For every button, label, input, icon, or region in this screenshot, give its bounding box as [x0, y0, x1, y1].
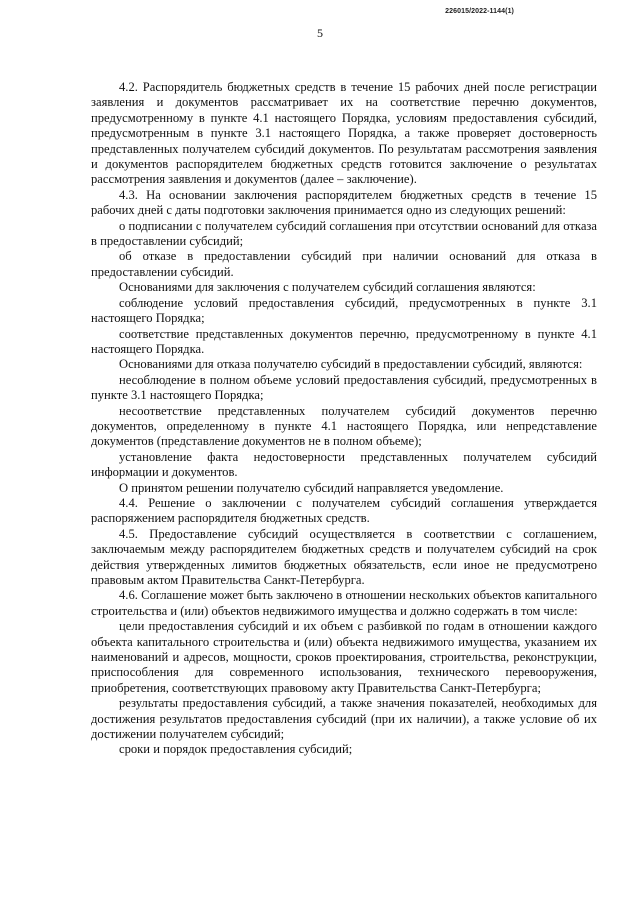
paragraph-4-2: 4.2. Распорядитель бюджетных средств в течение 15 рабочих дней после регистрации заявления и документов рассматривает их на соответствие перечню документов, предусмотренному в пункте 4.1 настоящего Порядка, условиям предоставления субсидий, предусмотренным в пункте 3.1 настоящего Порядка, а также проверяет достоверность представленных получателем субсидий документов. По результатам рассмотрения заявления и документов распорядителем бюджетных средств готовится заключение о результатах рассмотрения заявления и документов (далее – заключение).: [91, 80, 597, 187]
paragraph: об отказе в предоставлении субсидий при наличии оснований для отказа в предоставлении субсидий.: [91, 249, 597, 279]
paragraph: О принятом решении получателю субсидий направляется уведомление.: [119, 480, 504, 495]
paragraph: результаты предоставления субсидий, а также значения показателей, необходимых для достижения результатов предоставления субсидий (при их наличии), а также условие об их достижении получателем субсидий;: [91, 696, 597, 742]
paragraph-4-3: 4.3. На основании заключения распорядителем бюджетных средств в течение 15 рабочих дней с даты подготовки заключения принимается одно из следующих решений:: [91, 187, 597, 218]
page-number: 5: [317, 26, 323, 40]
paragraph: несоблюдение в полном объеме условий предоставления субсидий, предусмотренных в пункте 3.1 настоящего Порядка;: [91, 372, 597, 403]
paragraph-4-6: 4.6. Соглашение может быть заключено в отношении нескольких объектов капитального строительства и (или) объектов недвижимого имущества и должно содержать в том числе:: [91, 588, 597, 618]
paragraph: Основаниями для заключения с получателем субсидий соглашения являются:: [119, 280, 536, 295]
paragraph: несоответствие представленных получателем субсидий документов перечню документов, определенному в пункте 4.1 настоящего Порядка, или непредставление документов (представление документов не в полном объеме);: [91, 403, 597, 449]
paragraph: соблюдение условий предоставления субсидий, предусмотренных в пункте 3.1 настоящего Порядка;: [91, 295, 597, 326]
paragraph: соответствие представленных документов перечню, предусмотренному в пункте 4.1 настоящего Порядка.: [91, 326, 597, 356]
paragraph-4-5: 4.5. Предоставление субсидий осуществляется в соответствии с соглашением, заключаемым между распорядителем бюджетных средств и получателем субсидий на срок действия утвержденных лимитов бюджетных обязательств, если иное не предусмотрено правовым актом Правительства Санкт-Петербурга.: [91, 526, 597, 587]
document-body: [91, 80, 597, 758]
paragraph: о подписании с получателем субсидий соглашения при отсутствии оснований для отказа в предоставлении субсидий;: [91, 218, 597, 249]
paragraph-4-4: 4.4. Решение о заключении с получателем субсидий соглашения утверждается распоряжением распорядителя бюджетных средств.: [91, 495, 597, 526]
paragraph: установление факта недостоверности представленных получателем субсидий информации и документов.: [91, 449, 597, 480]
paragraph: сроки и порядок предоставления субсидий;: [119, 742, 353, 757]
document-id: 226015/2022-1144(1): [445, 8, 514, 15]
paragraph: Основаниями для отказа получателю субсидий в предоставлении субсидий, являются:: [119, 357, 583, 372]
paragraph: цели предоставления субсидий и их объем с разбивкой по годам в отношении каждого объекта капитального строительства и (или) объекта недвижимого имущества, указанием их наименований и адресов, мощности, сроков проектирования, строительства, реконструкции, приспособления для современного использования, технического перевооружения, приобретения, соответствующих правовому акту Правительства Санкт-Петербурга;: [91, 619, 597, 695]
